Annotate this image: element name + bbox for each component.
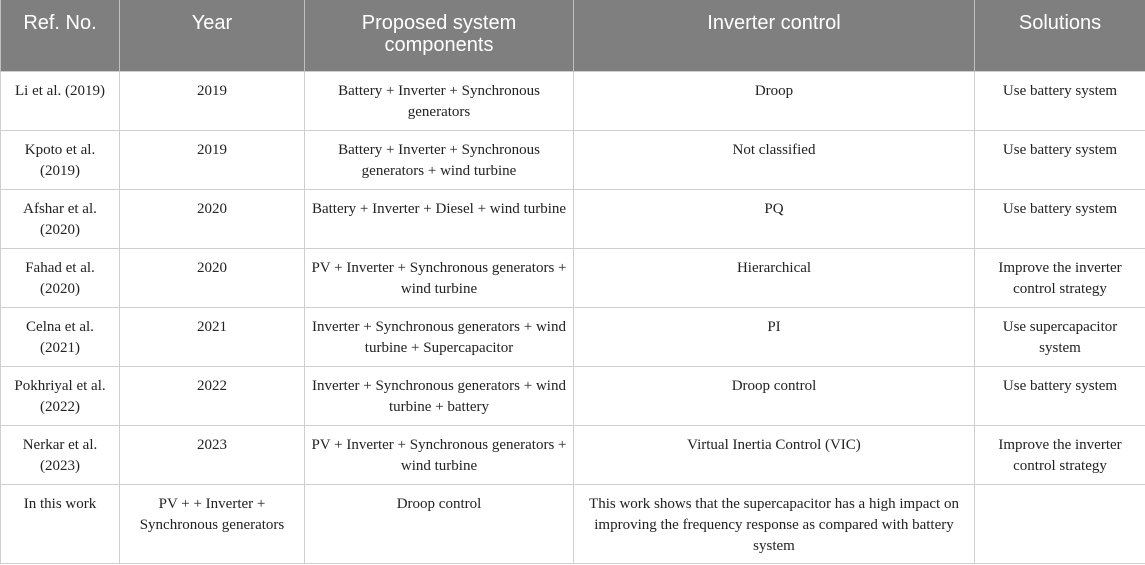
- cell-solution: Use battery system: [975, 130, 1145, 189]
- cell-year: 2019: [120, 130, 305, 189]
- cell-year: 2020: [120, 189, 305, 248]
- cell-solution: Use battery system: [975, 189, 1145, 248]
- cell-solution: Improve the inverter control strategy: [975, 248, 1145, 307]
- cell-inverter-control: Hierarchical: [574, 248, 975, 307]
- table-row: [1, 307, 1145, 366]
- cell-ref: Celna et al. (2021): [1, 307, 120, 366]
- header-ref-no: Ref. No.: [1, 0, 120, 71]
- cell-inverter-control: PI: [574, 307, 975, 366]
- cell-ref: Fahad et al. (2020): [1, 248, 120, 307]
- cell-ref: Pokhriyal et al. (2022): [1, 366, 120, 425]
- table-row: [1, 425, 1145, 484]
- cell-ref: Nerkar et al. (2023): [1, 425, 120, 484]
- cell-inverter-control: Virtual Inertia Control (VIC): [574, 425, 975, 484]
- table-row: [1, 366, 1145, 425]
- cell-components: PV + Inverter + Synchronous generators + wind turbine: [305, 425, 574, 484]
- header-year: Year: [120, 0, 305, 71]
- table-header-row: [1, 0, 1145, 71]
- table-row: [1, 189, 1145, 248]
- header-inverter-control: Inverter control: [574, 0, 975, 71]
- cell-solution: Use battery system: [975, 366, 1145, 425]
- table-row: [1, 71, 1145, 130]
- cell-components: Battery + Inverter + Synchronous generators + wind turbine: [305, 130, 574, 189]
- cell-solution: Use battery system: [975, 71, 1145, 130]
- cell-ref: Kpoto et al. (2019): [1, 130, 120, 189]
- header-solutions: Solutions: [975, 0, 1145, 71]
- header-components: Proposed system components: [305, 0, 574, 71]
- cell-inverter-control: Not classified: [574, 130, 975, 189]
- table-row: [1, 130, 1145, 189]
- cell-year: 2020: [120, 248, 305, 307]
- cell-inverter-control: Droop control: [574, 366, 975, 425]
- cell-solution: Improve the inverter control strategy: [975, 425, 1145, 484]
- cell-year: PV + + Inverter + Synchronous generators: [120, 484, 305, 563]
- cell-components: Battery + Inverter + Diesel + wind turbine: [305, 189, 574, 248]
- cell-year: 2022: [120, 366, 305, 425]
- cell-solution: [975, 484, 1145, 563]
- cell-year: 2023: [120, 425, 305, 484]
- table-row: [1, 248, 1145, 307]
- cell-components: Droop control: [305, 484, 574, 563]
- cell-solution: Use supercapacitor system: [975, 307, 1145, 366]
- cell-ref: In this work: [1, 484, 120, 563]
- cell-year: 2019: [120, 71, 305, 130]
- cell-inverter-control: PQ: [574, 189, 975, 248]
- cell-year: 2021: [120, 307, 305, 366]
- cell-ref: Li et al. (2019): [1, 71, 120, 130]
- cell-components: Inverter + Synchronous generators + wind turbine + Supercapacitor: [305, 307, 574, 366]
- table-row: [1, 484, 1145, 563]
- cell-inverter-control: This work shows that the supercapacitor has a high impact on improving the frequency response as compared with battery system: [574, 484, 975, 563]
- cell-components: Inverter + Synchronous generators + wind turbine + battery: [305, 366, 574, 425]
- cell-inverter-control: Droop: [574, 71, 975, 130]
- cell-components: Battery + Inverter + Synchronous generators: [305, 71, 574, 130]
- cell-ref: Afshar et al. (2020): [1, 189, 120, 248]
- cell-components: PV + Inverter + Synchronous generators + wind turbine: [305, 248, 574, 307]
